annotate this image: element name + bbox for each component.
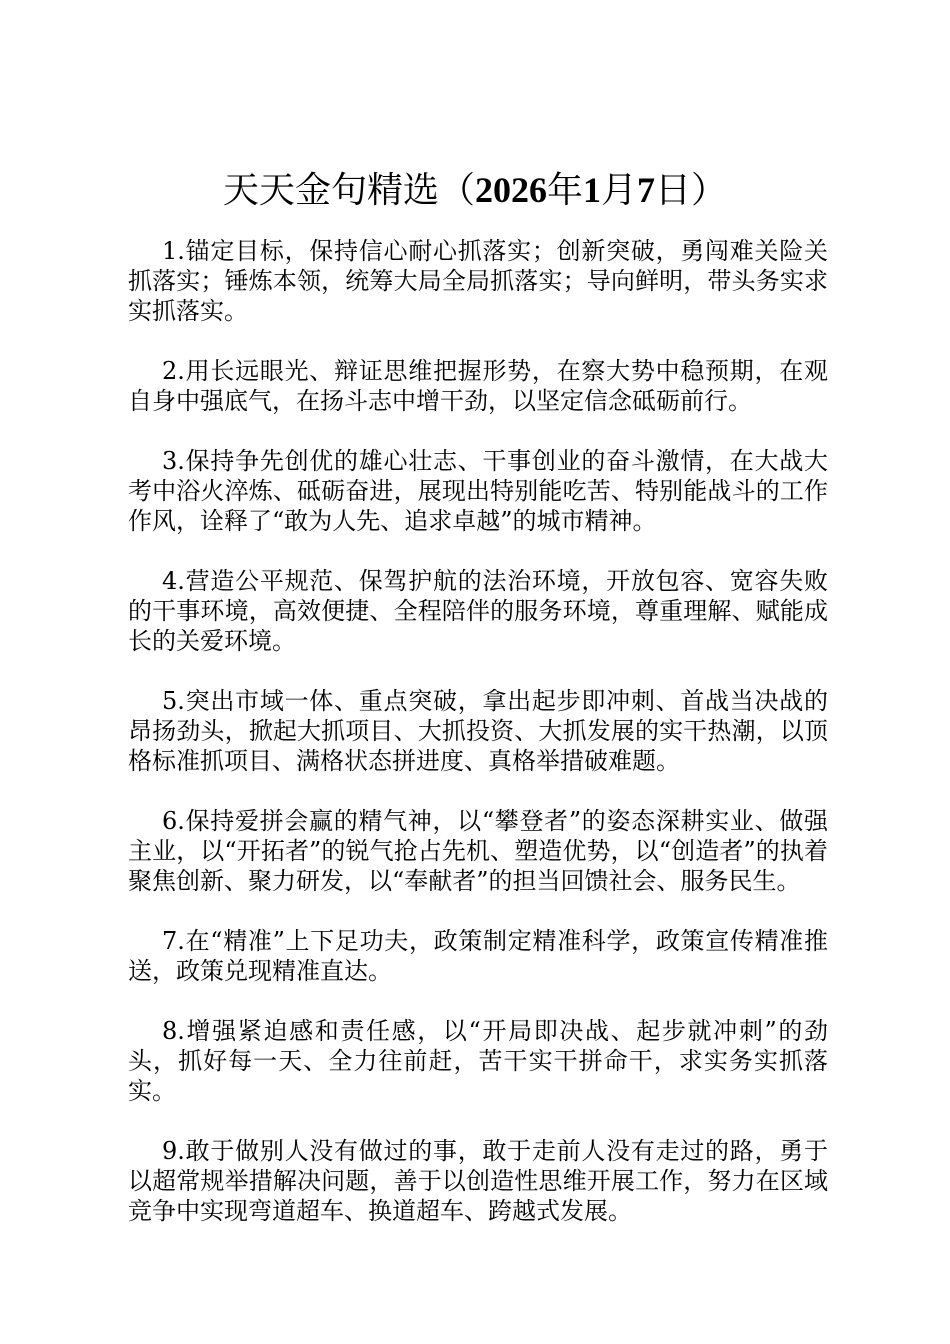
paragraph-9: 9.敢于做别人没有做过的事，敢于走前人没有走过的路，勇于以超常规举措解决问题，善于以创造性思维开展工作，努力在区域竞争中实现弯道超车、换道超车、跨越式发展。 (128, 1137, 828, 1225)
paragraph-4: 4.营造公平规范、保驾护航的法治环境，开放包容、宽容失败的干事环境，高效便捷、全程陪伴的服务环境，尊重理解、赋能成长的关爱环境。 (128, 567, 828, 655)
paragraph-2: 2.用长远眼光、辩证思维把握形势，在察大势中稳预期，在观自身中强底气，在扬斗志中增干劲，以坚定信念砥砺前行。 (128, 357, 828, 415)
title-month-unit: 月 (601, 170, 638, 211)
paragraph-6: 6.保持爱拼会赢的精气神，以“攀登者”的姿态深耕实业、做强主业，以“开拓者”的锐气抢占先机、塑造优势，以“创造者”的执着聚焦创新、聚力研发，以“奉献者”的担当回馈社会、服务民生。 (128, 807, 828, 895)
paragraph-3: 3.保持争先创优的雄心壮志、干事创业的奋斗激情，在大战大考中浴火淬炼、砥砺奋进，展现出特别能吃苦、特别能战斗的工作作风，诠释了“敢为人先、追求卓越”的城市精神。 (128, 447, 828, 535)
title-year-unit: 年 (546, 170, 583, 211)
title-month: 1 (583, 170, 601, 210)
title-prefix: 天天金句精选（ (222, 170, 475, 211)
title-suffix: 日） (655, 170, 728, 211)
paragraph-5: 5.突出市域一体、重点突破，拿出起步即冲刺、首战当决战的昂扬劲头，掀起大抓项目、大抓投资、大抓发展的实干热潮，以顶格标准抓项目、满格状态拼进度、真格举措破难题。 (128, 687, 828, 775)
paragraph-1: 1.锚定目标，保持信心耐心抓落实；创新突破，勇闯难关险关抓落实；锤炼本领，统筹大局全局抓落实；导向鲜明，带头务实求实抓落实。 (128, 237, 828, 325)
title-year: 2026 (474, 170, 547, 210)
document-title (0, 166, 950, 215)
title-day: 7 (637, 170, 656, 210)
paragraph-7: 7.在“精准”上下足功夫，政策制定精准科学，政策宣传精准推送，政策兑现精准直达。 (128, 927, 828, 985)
paragraph-8: 8.增强紧迫感和责任感，以“开局即决战、起步就冲刺”的劲头，抓好每一天、全力往前赶，苦干实干拼命干，求实务实抓落实。 (128, 1017, 828, 1105)
document-body (128, 236, 828, 1256)
